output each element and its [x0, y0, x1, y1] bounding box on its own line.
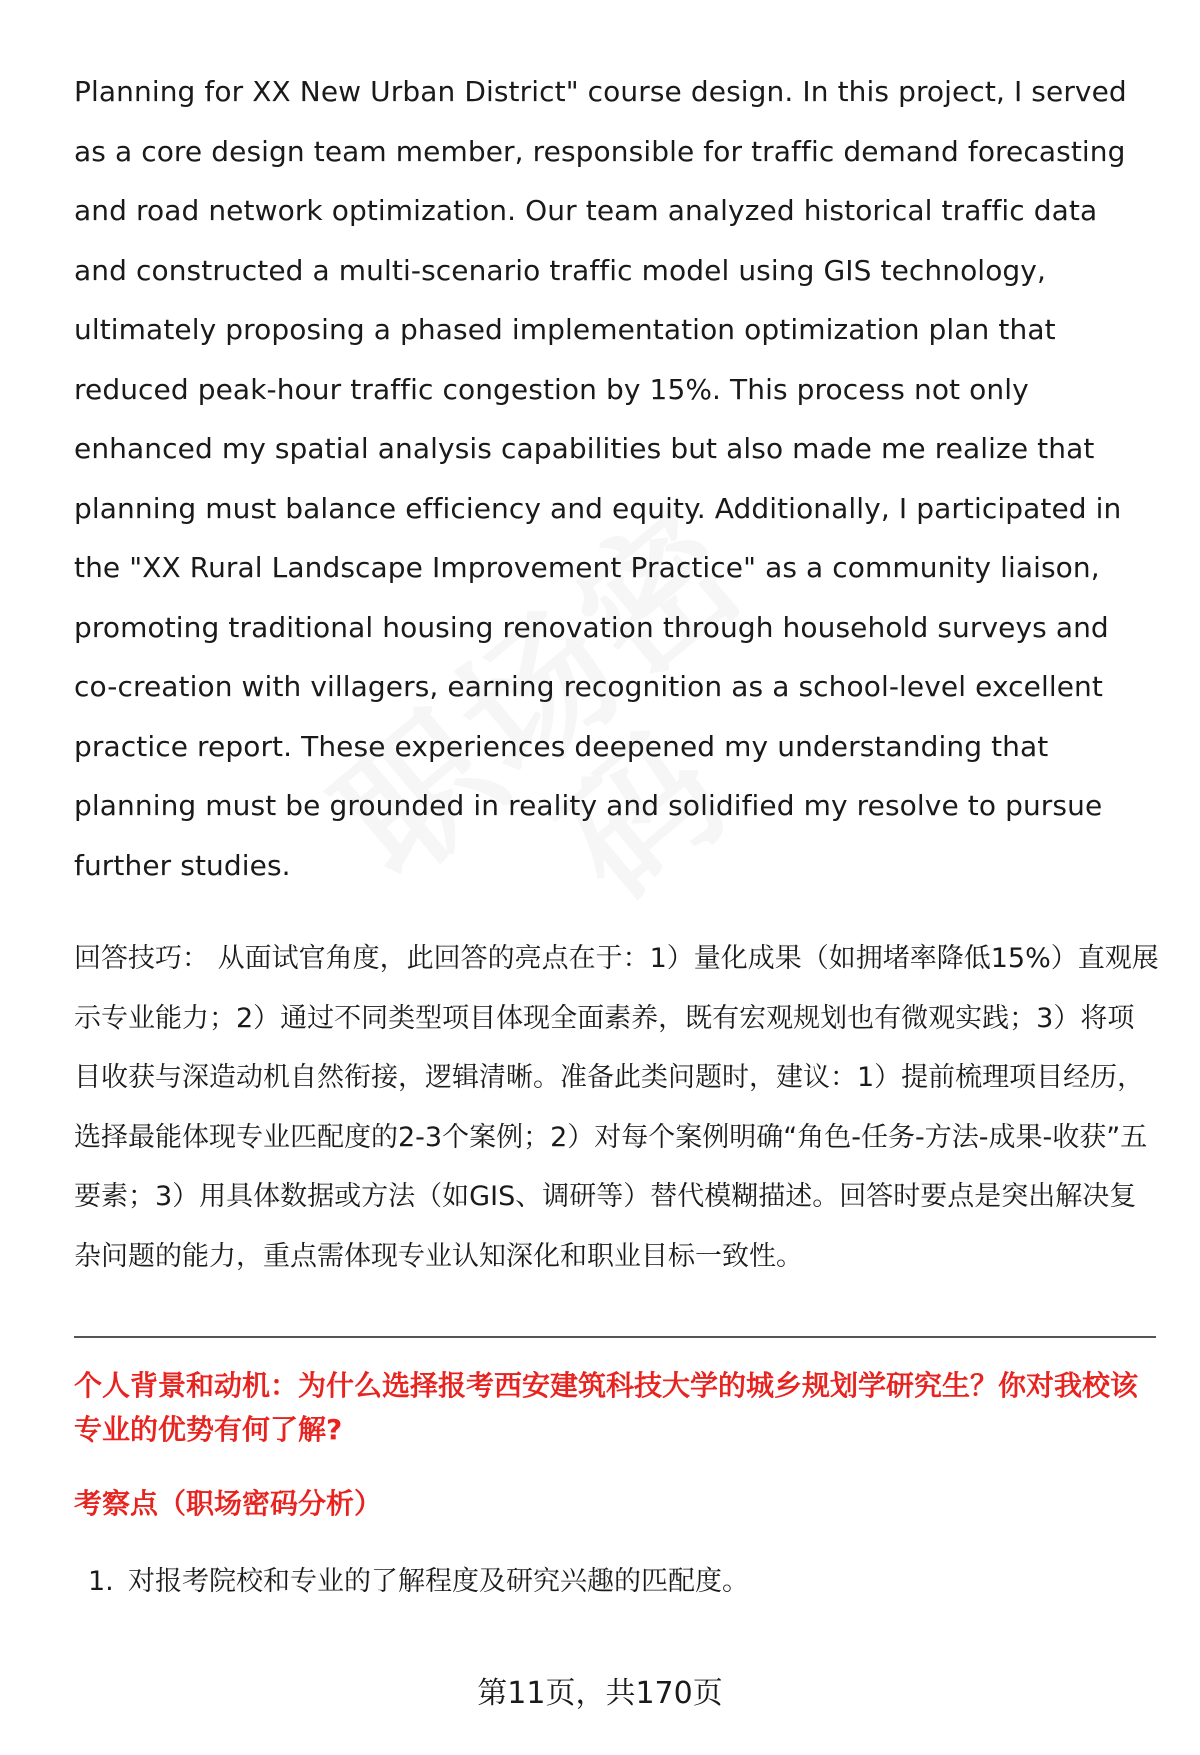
section-divider — [74, 1336, 1156, 1338]
answer-paragraph: Planning for XX New Urban District" course design. In this project, I served as a core design team member, responsible for traffic demand forecasting and road network optimization. Our team analyzed historical traffic data and constructed a multi-scenario traffic model using GIS technology, ultimately proposing a phased implementation optimization plan that reduced peak-hour traffic congestion by 15%. This process not only enhanced my spatial analysis capabilities but also made me realize that planning must balance efficiency and equity. Additionally, I participated in the "XX Rural Landscape Improvement Practice" as a community liaison, promoting traditional housing renovation through household surveys and co-creation with villagers, earning recognition as a school-level excellent practice report. These experiences deepened my understanding that planning must be grounded in reality and solidified my resolve to pursue further studies. — [74, 75, 1127, 882]
list-item-text: 对报考院校和专业的了解程度及研究兴趣的匹配度。 — [128, 1566, 749, 1597]
assessment-points-list — [74, 1560, 1159, 1604]
interview-question: 个人背景和动机：为什么选择报考西安建筑科技大学的城乡规划学研究生？你对我校该专业的优势有何了解? — [74, 1369, 1139, 1446]
list-item — [74, 1560, 1159, 1604]
page-number: 第11页，共170页 — [477, 1676, 723, 1711]
assessment-points-heading: 考察点（职场密码分析） — [74, 1487, 383, 1520]
page-content — [74, 62, 1159, 1604]
list-item-number: 1. — [88, 1566, 114, 1597]
answer-tips-paragraph: 回答技巧： 从面试官角度，此回答的亮点在于：1）量化成果（如拥堵率降低15%）直观展示专业能力；2）通过不同类型项目体现全面素养，既有宏观规划也有微观实践；3）将项目收获与深造动机自然衔接，逻辑清晰。准备此类问题时，建议：1）提前梳理项目经历，选择最能体现专业匹配度的2-3个案例；2）对每个案例明确“角色-任务-方法-成果-收获”五要素；3）用具体数据或方法（如GIS、调研等）替代模糊描述。回答时要点是突出解决复杂问题的能力，重点需体现专业认知深化和职业目标一致性。 — [74, 943, 1159, 1272]
